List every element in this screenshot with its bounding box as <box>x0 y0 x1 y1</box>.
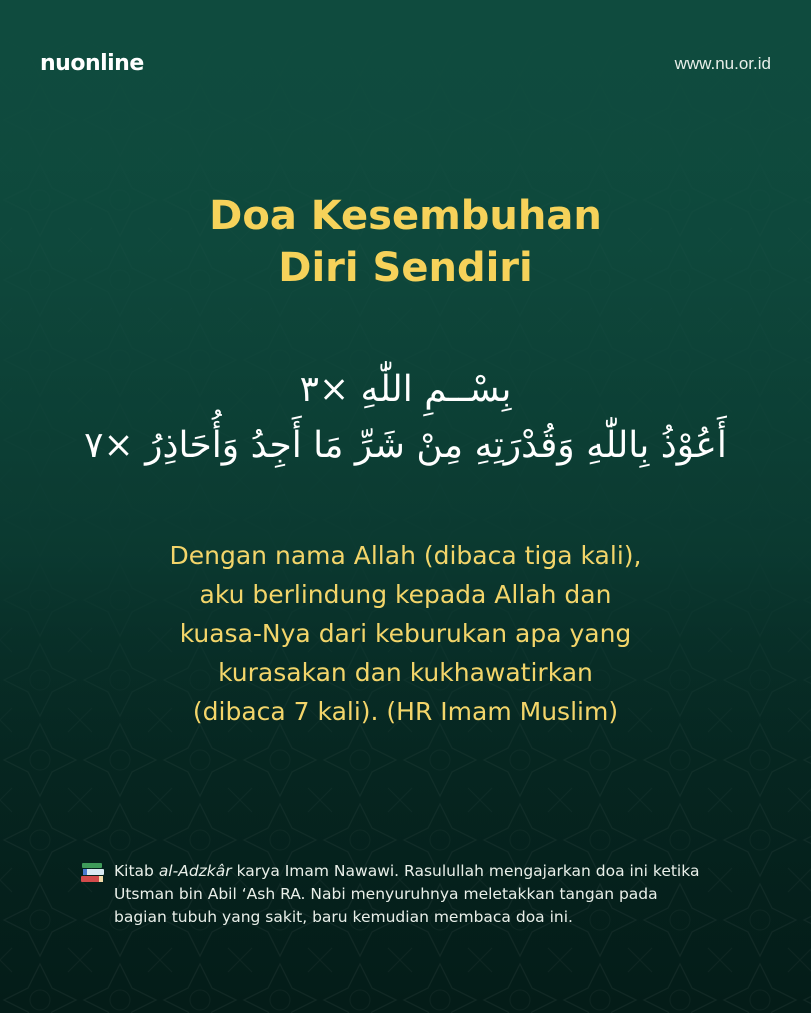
logo-text: nuonline <box>40 50 144 76</box>
translation-line: (dibaca 7 kali). (HR Imam Muslim) <box>192 697 619 726</box>
footnote <box>80 860 740 929</box>
translation-text <box>60 536 751 731</box>
footnote-line-3: bagian tubuh yang sakit, baru kemudian membaca doa ini. <box>114 908 573 926</box>
title-line-1: Doa Kesembuhan <box>209 193 602 239</box>
site-url: www.nu.or.id <box>674 54 771 73</box>
arabic-prayer <box>40 362 771 474</box>
book-stack-icon <box>80 862 106 884</box>
footnote-prefix: Kitab <box>114 862 159 880</box>
footnote-line-1 <box>114 860 699 883</box>
arabic-line-2: أَعُوْذُ بِاللّٰهِ وَقُدْرَتِهِ مِنْ شَرِّ مَا أَجِدُ وَأُحَاذِرُ ×٧ <box>84 425 727 466</box>
footnote-line-1-rest: karya Imam Nawawi. Rasulullah mengajarkan doa ini ketika <box>231 862 700 880</box>
footnote-text <box>114 860 699 929</box>
translation-line: kurasakan dan kukhawatirkan <box>218 658 593 687</box>
translation-line: kuasa-Nya dari keburukan apa yang <box>179 619 632 648</box>
nu-online-logo <box>40 46 144 80</box>
translation-line: Dengan nama Allah (dibaca tiga kali), <box>169 541 642 570</box>
title-line-2: Diri Sendiri <box>278 245 533 291</box>
footnote-line-2: Utsman bin Abil ‘Ash RA. Nabi menyuruhnya meletakkan tangan pada <box>114 885 658 903</box>
book-title: al-Adzkâr <box>158 862 232 880</box>
translation-line: aku berlindung kepada Allah dan <box>199 580 612 609</box>
arabic-line-1: بِسْــمِ اللّٰهِ ×٣ <box>299 369 512 410</box>
page-title <box>0 190 811 294</box>
